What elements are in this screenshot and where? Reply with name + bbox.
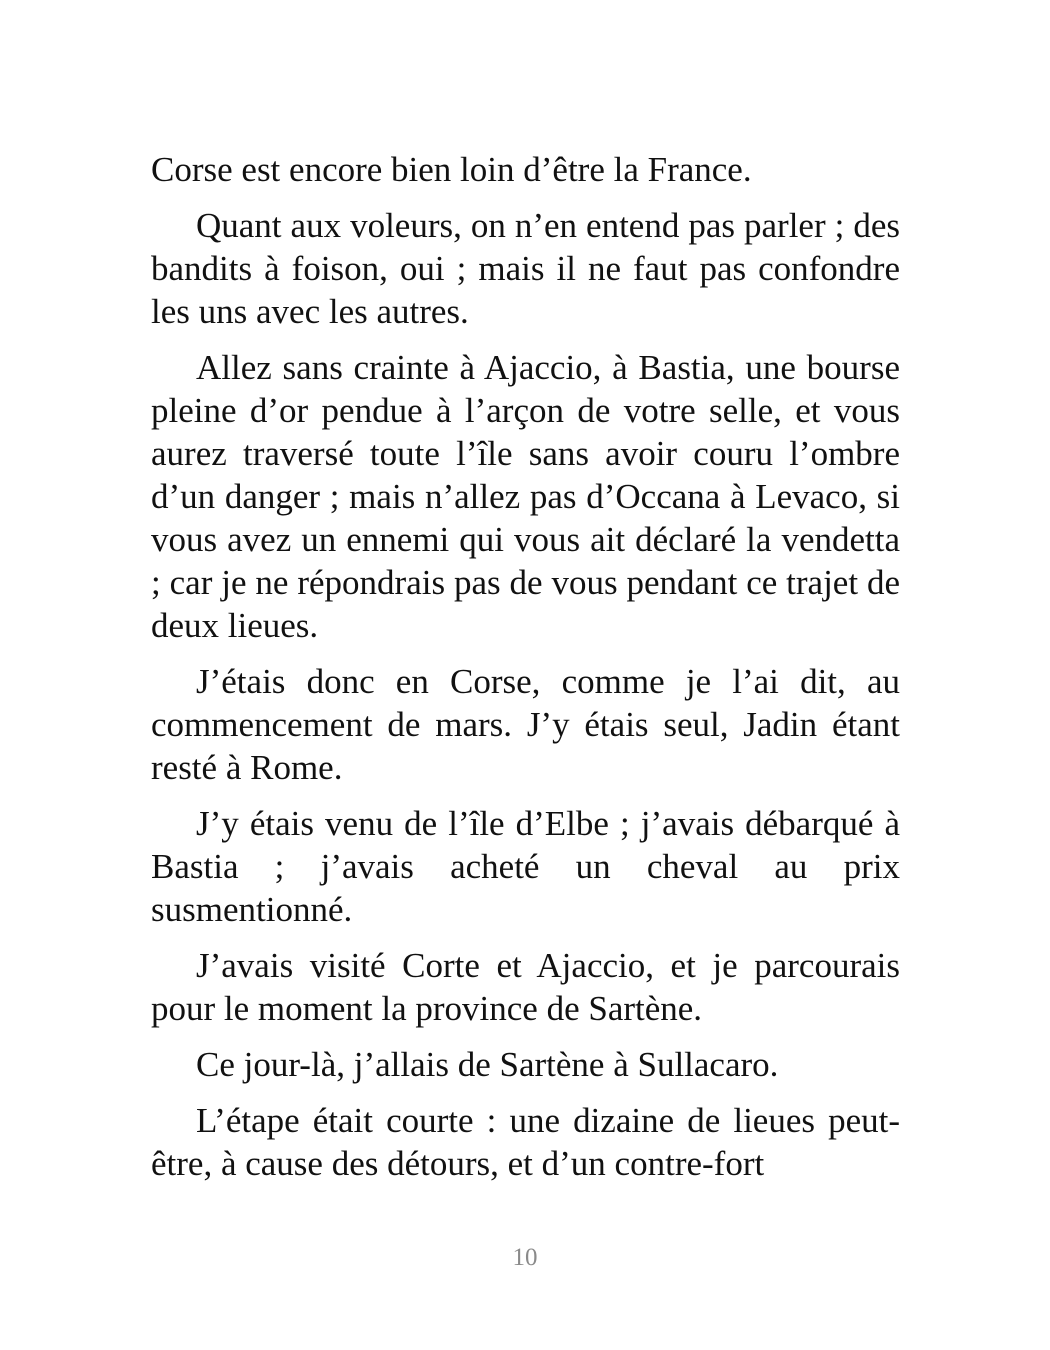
paragraph: Ce jour-là, j’allais de Sartène à Sullacaro. (196, 1045, 779, 1084)
paragraph: J’y étais venu de l’île d’Elbe ; j’avais débarqué à Bastia ; j’avais acheté un cheval au prix susmentionné. (151, 804, 900, 929)
page-body (151, 148, 900, 1198)
paragraph: Allez sans crainte à Ajaccio, à Bastia, une bourse pleine d’or pendue à l’arçon de votre selle, et vous aurez traversé toute l’île sans avoir couru l’ombre d’un danger ; mais n’allez pas d’Occana à Levaco, si vous avez un ennemi qui vous ait déclaré la vendetta ; car je ne répondrais pas de vous pendant ce trajet de deux lieues. (151, 348, 900, 645)
paragraph: J’avais visité Corte et Ajaccio, et je parcourais pour le moment la province de Sartène. (151, 946, 900, 1028)
paragraph-continuation: Corse est encore bien loin d’être la France. (151, 150, 752, 189)
paragraph: Quant aux voleurs, on n’en entend pas parler ; des bandits à foison, oui ; mais il ne faut pas confondre les uns avec les autres. (151, 206, 900, 331)
paragraph: L’étape était courte : une dizaine de lieues peut-être, à cause des détours, et d’un contre-fort (151, 1101, 900, 1183)
page-number: 10 (512, 1244, 538, 1271)
paragraph: J’étais donc en Corse, comme je l’ai dit, au commencement de mars. J’y étais seul, Jadin étant resté à Rome. (151, 662, 900, 787)
